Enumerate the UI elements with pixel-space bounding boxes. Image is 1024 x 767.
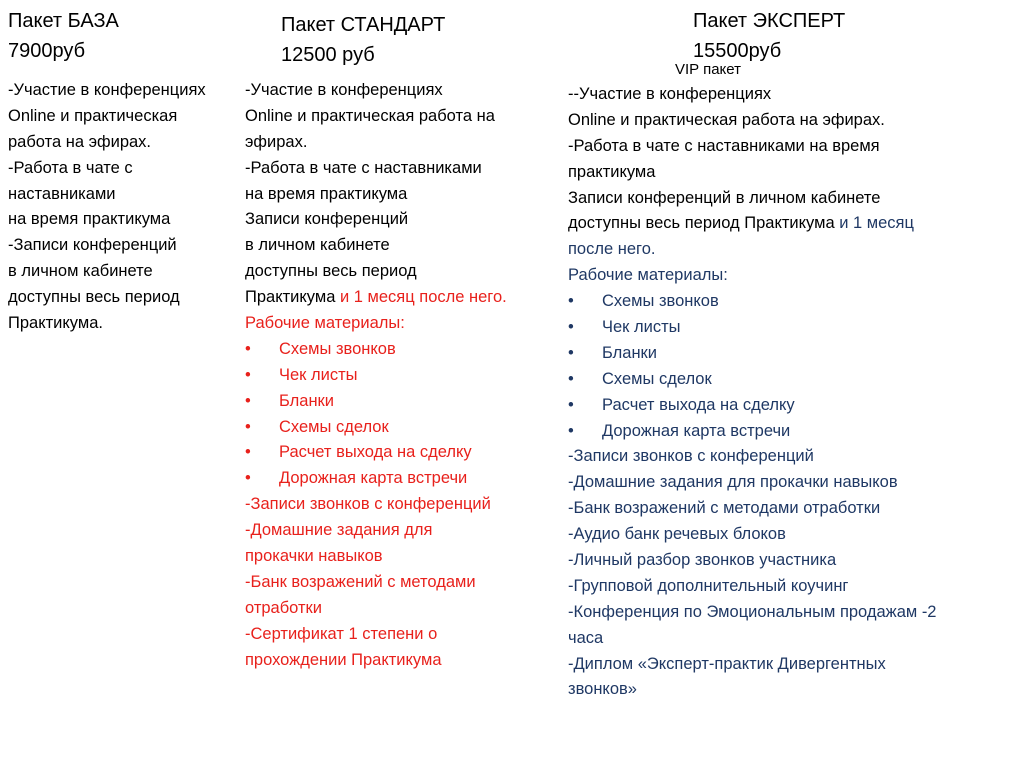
feature-line: -Участие в конференциях: [245, 81, 443, 99]
bullet-text: Схемы звонков: [602, 292, 719, 311]
package-standard-title: Пакет СТАНДАРТ: [281, 14, 446, 36]
feature-line: -Участие в конференциях: [8, 81, 206, 99]
package-standard-price: 12500 руб: [281, 44, 375, 66]
feature-line: Online и практическая работа на: [245, 106, 495, 125]
package-basic-features: [8, 78, 206, 337]
extra-month-text: и 1 месяц после него.: [339, 288, 507, 307]
feature-line-practicum: [245, 285, 507, 311]
feature-line: -Записи звонков с конференций: [245, 495, 491, 514]
feature-line: на время практикума: [245, 184, 408, 203]
feature-line: --Участие в конференциях: [568, 85, 772, 103]
bullet-text: Схемы сделок: [602, 369, 712, 388]
bullet-text: Схемы звонков: [279, 339, 396, 358]
bullet-item: [245, 363, 507, 389]
extra-month-text: и 1 месяц: [839, 214, 914, 233]
bullet-icon: •: [568, 318, 574, 337]
bullet-item: [568, 315, 937, 341]
package-expert-title: Пакет ЭКСПЕРТ: [693, 10, 846, 32]
bullet-icon: •: [245, 339, 251, 358]
feature-line: прохождении Практикума: [245, 650, 442, 669]
feature-line: звонков»: [568, 680, 637, 699]
bullet-icon: •: [245, 443, 251, 462]
practicum-text: Практикума: [245, 288, 340, 307]
bullet-icon: •: [568, 421, 574, 440]
feature-line: Практикума.: [8, 314, 103, 333]
bullet-item: [245, 440, 507, 466]
feature-line: часа: [568, 628, 604, 647]
feature-line: практикума: [568, 162, 656, 181]
feature-line: -Диплом «Эксперт-практик Дивергентных: [568, 654, 886, 673]
bullet-text: Бланки: [279, 391, 334, 410]
feature-line: -Банк возражений с методами отработки: [568, 499, 881, 518]
feature-line: -Записи конференций: [8, 236, 177, 255]
feature-line-access: [568, 211, 937, 237]
feature-line: наставниками: [8, 184, 116, 203]
access-text: доступны весь период Практикума: [568, 214, 840, 233]
bullet-icon: •: [245, 365, 251, 384]
feature-line: Записи конференций в личном кабинете: [568, 188, 881, 207]
bullet-item: [568, 289, 937, 315]
bullet-item: [245, 466, 507, 492]
bullet-item: [568, 419, 937, 445]
feature-line: работа на эфирах.: [8, 132, 152, 151]
bullet-item: [568, 341, 937, 367]
feature-line: прокачки навыков: [245, 547, 383, 566]
bullet-text: Чек листы: [602, 318, 681, 337]
materials-label: Рабочие материалы:: [568, 266, 728, 285]
bullet-text: Дорожная карта встречи: [602, 421, 791, 440]
materials-label: Рабочие материалы:: [245, 314, 405, 333]
feature-line: после него.: [568, 240, 656, 259]
package-standard-header: [281, 10, 445, 70]
feature-line: доступны весь период: [8, 288, 180, 307]
package-basic-header: [8, 6, 119, 66]
feature-line: в личном кабинете: [8, 262, 153, 281]
bullet-text: Схемы сделок: [279, 417, 389, 436]
bullet-icon: •: [245, 391, 251, 410]
feature-line: -Сертификат 1 степени о: [245, 624, 438, 643]
bullet-item: [245, 389, 507, 415]
package-expert-price: 15500руб: [693, 40, 782, 62]
feature-line: Online и практическая: [8, 106, 178, 125]
feature-line: -Банк возражений с методами: [245, 572, 476, 591]
feature-line: -Аудио банк речевых блоков: [568, 525, 786, 544]
bullet-item: [568, 367, 937, 393]
bullet-text: Дорожная карта встречи: [279, 469, 468, 488]
bullet-item: [245, 415, 507, 441]
package-expert-features: [568, 82, 937, 703]
bullet-icon: •: [568, 292, 574, 311]
feature-line: Записи конференций: [245, 210, 409, 229]
feature-line: -Записи звонков с конференций: [568, 447, 814, 466]
feature-line: -Работа в чате с: [8, 158, 133, 177]
feature-line: эфирах.: [245, 132, 308, 151]
bullet-icon: •: [568, 395, 574, 414]
package-expert-header: [693, 6, 845, 66]
feature-line: -Работа в чате с наставниками: [245, 158, 482, 177]
feature-line: -Работа в чате с наставниками на время: [568, 136, 880, 155]
feature-line: -Личный разбор звонков участника: [568, 551, 837, 570]
package-basic-price: 7900руб: [8, 40, 86, 62]
bullet-icon: •: [245, 469, 251, 488]
feature-line: -Конференция по Эмоциональным продажам -2: [568, 602, 937, 621]
bullet-text: Чек листы: [279, 365, 358, 384]
feature-line: доступны весь период: [245, 262, 417, 281]
bullet-item: [245, 337, 507, 363]
bullet-icon: •: [568, 343, 574, 362]
bullet-icon: •: [245, 417, 251, 436]
bullet-icon: •: [568, 369, 574, 388]
vip-label: VIP пакет: [675, 61, 741, 78]
feature-line: -Групповой дополнительный коучинг: [568, 576, 849, 595]
bullet-text: Бланки: [602, 343, 657, 362]
feature-line: на время практикума: [8, 210, 171, 229]
bullet-item: [568, 393, 937, 419]
feature-line: -Домашние задания для прокачки навыков: [568, 473, 898, 492]
feature-line: Online и практическая работа на эфирах.: [568, 110, 885, 129]
feature-line: -Домашние задания для: [245, 521, 433, 540]
package-basic-title: Пакет БАЗА: [8, 10, 119, 32]
feature-line: отработки: [245, 598, 322, 617]
bullet-text: Расчет выхода на сделку: [279, 443, 472, 462]
package-standard-features: [245, 78, 507, 673]
feature-line: в личном кабинете: [245, 236, 390, 255]
bullet-text: Расчет выхода на сделку: [602, 395, 795, 414]
